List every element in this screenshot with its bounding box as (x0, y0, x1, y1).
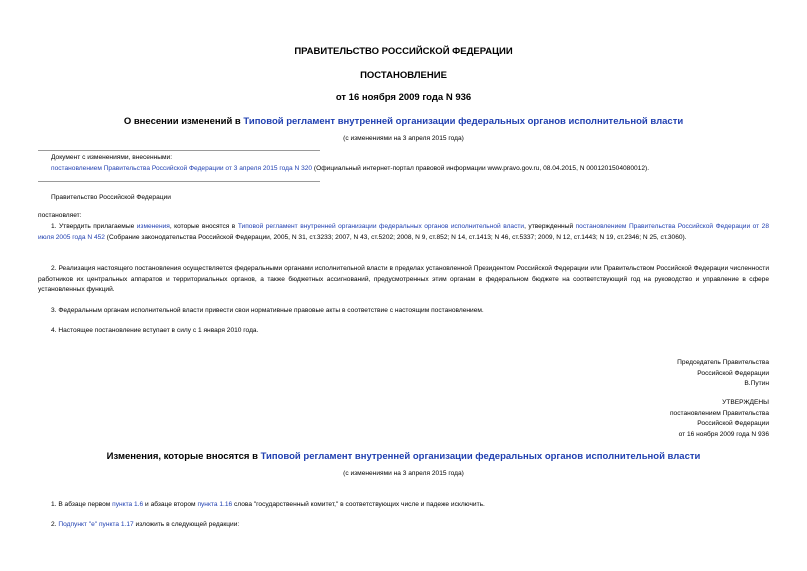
a2-subpoint-link[interactable]: Подпункт "е" пункта 1.17 (58, 521, 134, 528)
signature-name: В.Путин (744, 380, 769, 388)
approved-label: УТВЕРЖДЕНЫ (722, 399, 769, 406)
signature-country: Российской Федерации (697, 369, 769, 377)
p1-text-4: (Собрание законодательства Российской Федерации, 2005, N 31, ст.3233; 2007, N 43, ст.5202; 2008, N 9, ст.852; N 14, ст.1413; N 46, ст.5337; 2009, N 12, ст.1443; N 19, ст.2346; N 25, ст.3060). (104, 233, 687, 241)
approved-by: постановлением Правительства (669, 409, 769, 417)
p1-regulation-link[interactable]: Типовой регламент внутренней организации федеральных органов исполнительной власти (237, 223, 525, 230)
changes-amendment-link[interactable]: постановлением Правительства Российской Федерации от 3 апреля 2015 года N 320 (51, 164, 313, 172)
changes-label: Документ с изменениями, внесенными: (51, 154, 173, 161)
issuer: Правительство Российской Федерации (51, 194, 171, 201)
p1-changes-link[interactable]: изменения (136, 223, 170, 230)
edition-note: (с изменениями на 3 апреля 2015 года) (343, 135, 464, 142)
signature-title: Председатель Правительства (677, 359, 769, 366)
p1-decree-link[interactable]: постановлением Правительства Российской Федерации от 28 июля 2005 года N 452 (38, 223, 769, 241)
annex-edition-note: (с изменениями на 3 апреля 2015 года) (343, 470, 464, 477)
approved-block (670, 398, 769, 440)
p1-text-3: , утвержденный (524, 223, 576, 230)
changes-bottom-rule (38, 181, 320, 182)
a1-text-2: и абзаце втором (143, 501, 198, 508)
approved-date: от 16 ноября 2009 года N 936 (678, 430, 769, 438)
header-doc-type: ПОСТАНОВЛЕНИЕ (360, 70, 447, 81)
changes-line (51, 164, 771, 175)
subject-regulation-link[interactable]: Типовой регламент внутренней организации федеральных органов исполнительной власти (243, 116, 684, 127)
annex-item-2 (51, 520, 771, 531)
annex-title-prefix: Изменения, которые вносятся в (106, 451, 261, 462)
resolves: постановляет: (38, 212, 82, 219)
paragraph-2: 2. Реализация настоящего постановления осуществляется федеральными органами исполнительной власти в пределах установленной Президентом Российской Федерации или Правительством Российской Федерации численности работников их центральных аппаратов и территориальных органов, а также бюджетных ассигнований, предусмотренных этим органам в федеральном бюджете на соответствующий год на руководство и управление в сфере установленных функций. (38, 265, 769, 294)
p1-text-1: 1. Утвердить прилагаемые (51, 223, 137, 230)
annex-title (0, 451, 807, 462)
annex-regulation-link[interactable]: Типовой регламент внутренней организации федеральных органов исполнительной власти (260, 451, 701, 462)
signature-block (677, 358, 769, 390)
approved-country: Российской Федерации (697, 420, 769, 428)
subject-prefix: О внесении изменений в (123, 116, 244, 127)
a2-text-2: изложить в следующей редакции: (133, 521, 240, 528)
header-org: ПРАВИТЕЛЬСТВО РОССИЙСКОЙ ФЕДЕРАЦИИ (294, 46, 513, 57)
changes-box (51, 153, 771, 174)
a2-text-1: 2. (51, 521, 59, 528)
a1-point-1-6-link[interactable]: пункта 1.6 (112, 501, 144, 508)
paragraph-3: 3. Федеральным органам исполнительной власти привести свои нормативные правовые акты в соответствие с настоящим постановлением. (51, 307, 484, 314)
p1-text-2: , которые вносятся в (169, 223, 238, 230)
changes-top-rule (38, 150, 320, 151)
document-subject (0, 116, 807, 127)
a1-text-1: 1. В абзаце первом (51, 501, 113, 508)
paragraph-1 (38, 222, 769, 243)
annex-item-1 (51, 500, 771, 511)
paragraph-4: 4. Настоящее постановление вступает в силу с 1 января 2010 года. (51, 327, 259, 334)
a1-text-3: слова "государственный комитет," в соответствующих числе и падеже исключить. (232, 501, 485, 508)
a1-point-1-16-link[interactable]: пункта 1.16 (197, 501, 233, 508)
changes-source: (Официальный интернет-портал правовой информации www.pravo.gov.ru, 08.04.2015, N 0001201504080012). (312, 164, 650, 172)
header-date-number: от 16 ноября 2009 года N 936 (335, 92, 472, 103)
